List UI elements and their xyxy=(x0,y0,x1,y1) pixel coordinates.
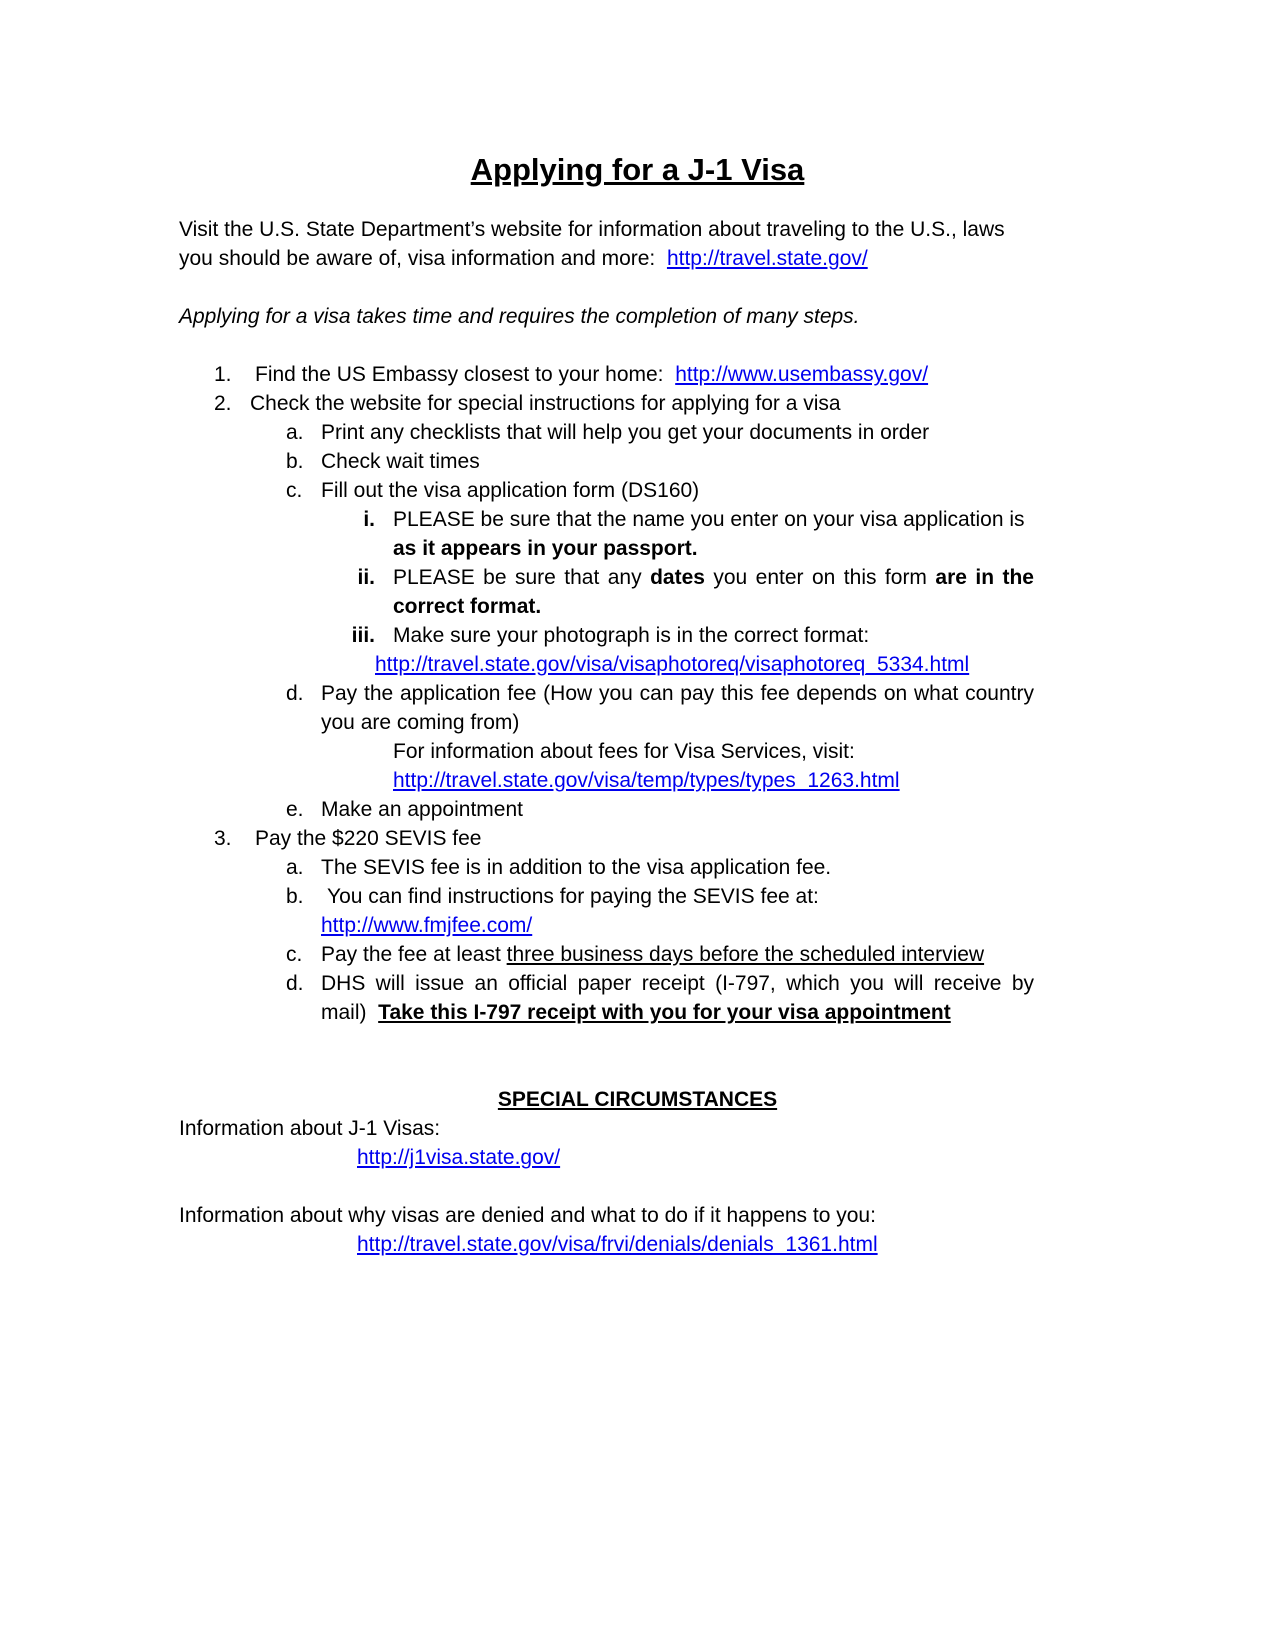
step-3d-pre: mail) xyxy=(321,1001,367,1024)
denials-link[interactable]: http://travel.state.gov/visa/frvi/denials/denials_1361.html xyxy=(357,1233,878,1256)
step-2c-label: c. xyxy=(286,479,303,502)
step-3b-link-line xyxy=(321,911,532,941)
step-2c-ii-label: ii. xyxy=(357,566,375,589)
step-2c-i-text: PLEASE be sure that the name you enter on your visa application is xyxy=(393,508,1025,531)
j1-link-line xyxy=(357,1143,560,1173)
step-2d-line-1: Pay the application fee (How you can pay this fee depends on what country xyxy=(321,682,1034,705)
step-2e-label: e. xyxy=(286,798,304,821)
step-3b-label: b. xyxy=(286,885,304,908)
intro-line-2 xyxy=(179,244,868,274)
step-3d-line-2 xyxy=(321,998,951,1028)
step-3b-text: You can find instructions for paying the SEVIS fee at: xyxy=(327,885,819,908)
step-2a-label: a. xyxy=(286,421,304,444)
j1visa-link[interactable]: http://j1visa.state.gov/ xyxy=(357,1146,561,1169)
denied-info-label: Information about why visas are denied and what to do if it happens to you: xyxy=(179,1204,876,1227)
step-2d-link-line xyxy=(393,766,900,796)
step-2c-ii-bold-dates: dates xyxy=(650,566,705,589)
step-2e-text: Make an appointment xyxy=(321,798,523,821)
intro-line-1: Visit the U.S. State Department’s website for information about traveling to the U.S., laws xyxy=(179,218,1005,241)
step-2a-text: Print any checklists that will help you get your documents in order xyxy=(321,421,930,444)
step-2d-label: d. xyxy=(286,682,304,705)
visa-photo-link[interactable]: http://travel.state.gov/visa/visaphotoreq/visaphotoreq_5334.html xyxy=(375,653,970,676)
step-2b-label: b. xyxy=(286,450,304,473)
step-1 xyxy=(255,360,928,390)
step-2b-text: Check wait times xyxy=(321,450,480,473)
visa-fees-link[interactable]: http://travel.state.gov/visa/temp/types/types_1263.html xyxy=(393,769,900,792)
step-3a-text: The SEVIS fee is in addition to the visa application fee. xyxy=(321,856,832,879)
step-2c-ii-line-1 xyxy=(393,563,1034,593)
step-3-number: 3. xyxy=(214,827,232,850)
usembassy-link[interactable]: http://www.usembassy.gov/ xyxy=(675,363,929,386)
step-2c-ii-bold-are: are in the xyxy=(935,566,1034,589)
denied-link-line xyxy=(357,1230,878,1260)
step-2c-ii-pre: PLEASE be sure that any xyxy=(393,566,642,589)
step-1-number: 1. xyxy=(214,363,232,386)
step-2c-ii-bold-format: correct format. xyxy=(393,595,542,618)
fmjfee-link[interactable]: http://www.fmjfee.com/ xyxy=(321,914,533,937)
step-2-number: 2. xyxy=(214,392,232,415)
step-2c-text: Fill out the visa application form (DS160) xyxy=(321,479,700,502)
step-2c-ii-mid: you enter on this form xyxy=(713,566,927,589)
intro-text: you should be aware of, visa information and more: xyxy=(179,247,656,270)
step-2c-iii-text: Make sure your photograph is in the correct format: xyxy=(393,624,870,647)
step-1-text: Find the US Embassy closest to your home: xyxy=(255,363,664,386)
step-2-text: Check the website for special instructions for applying for a visa xyxy=(250,392,841,415)
step-3d-bold: Take this I-797 receipt with you for your visa appointment xyxy=(378,1001,951,1024)
step-3-text: Pay the $220 SEVIS fee xyxy=(255,827,482,850)
step-3d-label: d. xyxy=(286,972,304,995)
travel-state-link[interactable]: http://travel.state.gov/ xyxy=(666,247,868,270)
special-circumstances-heading: SPECIAL CIRCUMSTANCES xyxy=(497,1088,778,1111)
step-3c xyxy=(321,940,984,970)
step-2c-i-bold: as it appears in your passport. xyxy=(393,537,698,560)
step-2d-line-2: you are coming from) xyxy=(321,711,520,734)
step-2d-info: For information about fees for Visa Services, visit: xyxy=(393,740,855,763)
page-title: Applying for a J-1 Visa xyxy=(470,152,805,187)
step-3a-label: a. xyxy=(286,856,304,879)
j1-info-label: Information about J-1 Visas: xyxy=(179,1117,441,1140)
process-note: Applying for a visa takes time and requires the completion of many steps. xyxy=(179,305,860,328)
step-2c-i-label: i. xyxy=(363,508,375,531)
step-3c-text: Pay the fee at least xyxy=(321,943,501,966)
step-2c-iii-label: iii. xyxy=(351,624,375,647)
step-2c-iii-link-line xyxy=(375,650,969,680)
step-3c-underlined: three business days before the scheduled interview xyxy=(506,943,985,966)
step-3c-label: c. xyxy=(286,943,303,966)
step-3d-line-1: DHS will issue an official paper receipt (I-797, which you will receive by xyxy=(321,972,1034,995)
